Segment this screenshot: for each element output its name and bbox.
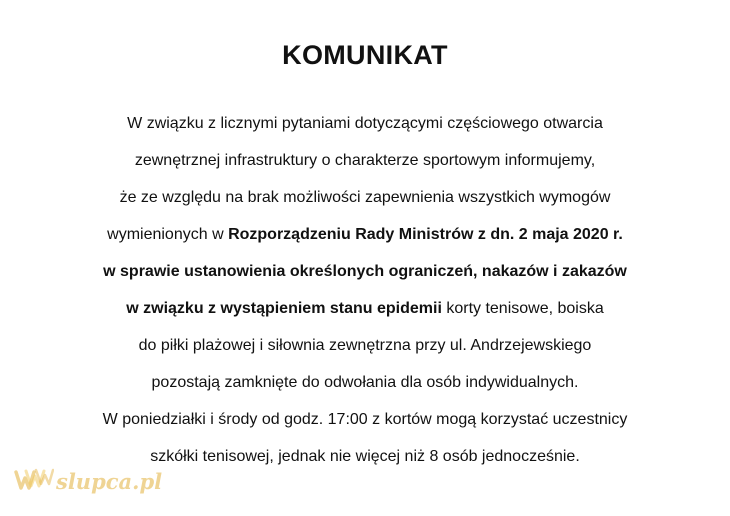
- body-line-4-text: wymienionych w: [107, 226, 229, 243]
- watermark-text: slupca.pl: [56, 469, 163, 494]
- body-line-5: w sprawie ustanowienia określonych ograniczeń, nakazów i zakazów: [103, 263, 627, 280]
- body-line-10: szkółki tenisowej, jednak nie więcej niż 8 osób jednocześnie.: [150, 448, 580, 465]
- body-line-9: W poniedziałki i środy od godz. 17:00 z kortów mogą korzystać uczestnicy: [102, 411, 628, 428]
- notice-title: KOMUNIKAT: [282, 40, 448, 70]
- body-line-6: [0, 295, 730, 332]
- body-line-4: [0, 221, 730, 258]
- regulation-reference: Rozporządzeniu Rady Ministrów z dn. 2 maja 2020 r.: [228, 226, 623, 243]
- body-line-8: pozostają zamknięte do odwołania dla osób indywidualnych.: [151, 374, 579, 391]
- body-line-3: że ze względu na brak możliwości zapewnienia wszystkich wymogów: [119, 189, 611, 206]
- body-line-6-text: korty tenisowe, boiska: [441, 300, 604, 317]
- body-line-2: zewnętrznej infrastruktury o charakterze sportowym informujemy,: [134, 152, 596, 169]
- epidemic-reference: w związku z wystąpieniem stanu epidemii: [126, 300, 442, 317]
- body-line-7: do piłki plażowej i siłownia zewnętrzna przy ul. Andrzejewskiego: [138, 337, 592, 354]
- body-line-1: W związku z licznymi pytaniami dotyczącymi częściowego otwarcia: [127, 115, 603, 132]
- watermark: [14, 466, 162, 497]
- notice-body: [0, 110, 730, 480]
- www-logo-icon: [14, 466, 56, 497]
